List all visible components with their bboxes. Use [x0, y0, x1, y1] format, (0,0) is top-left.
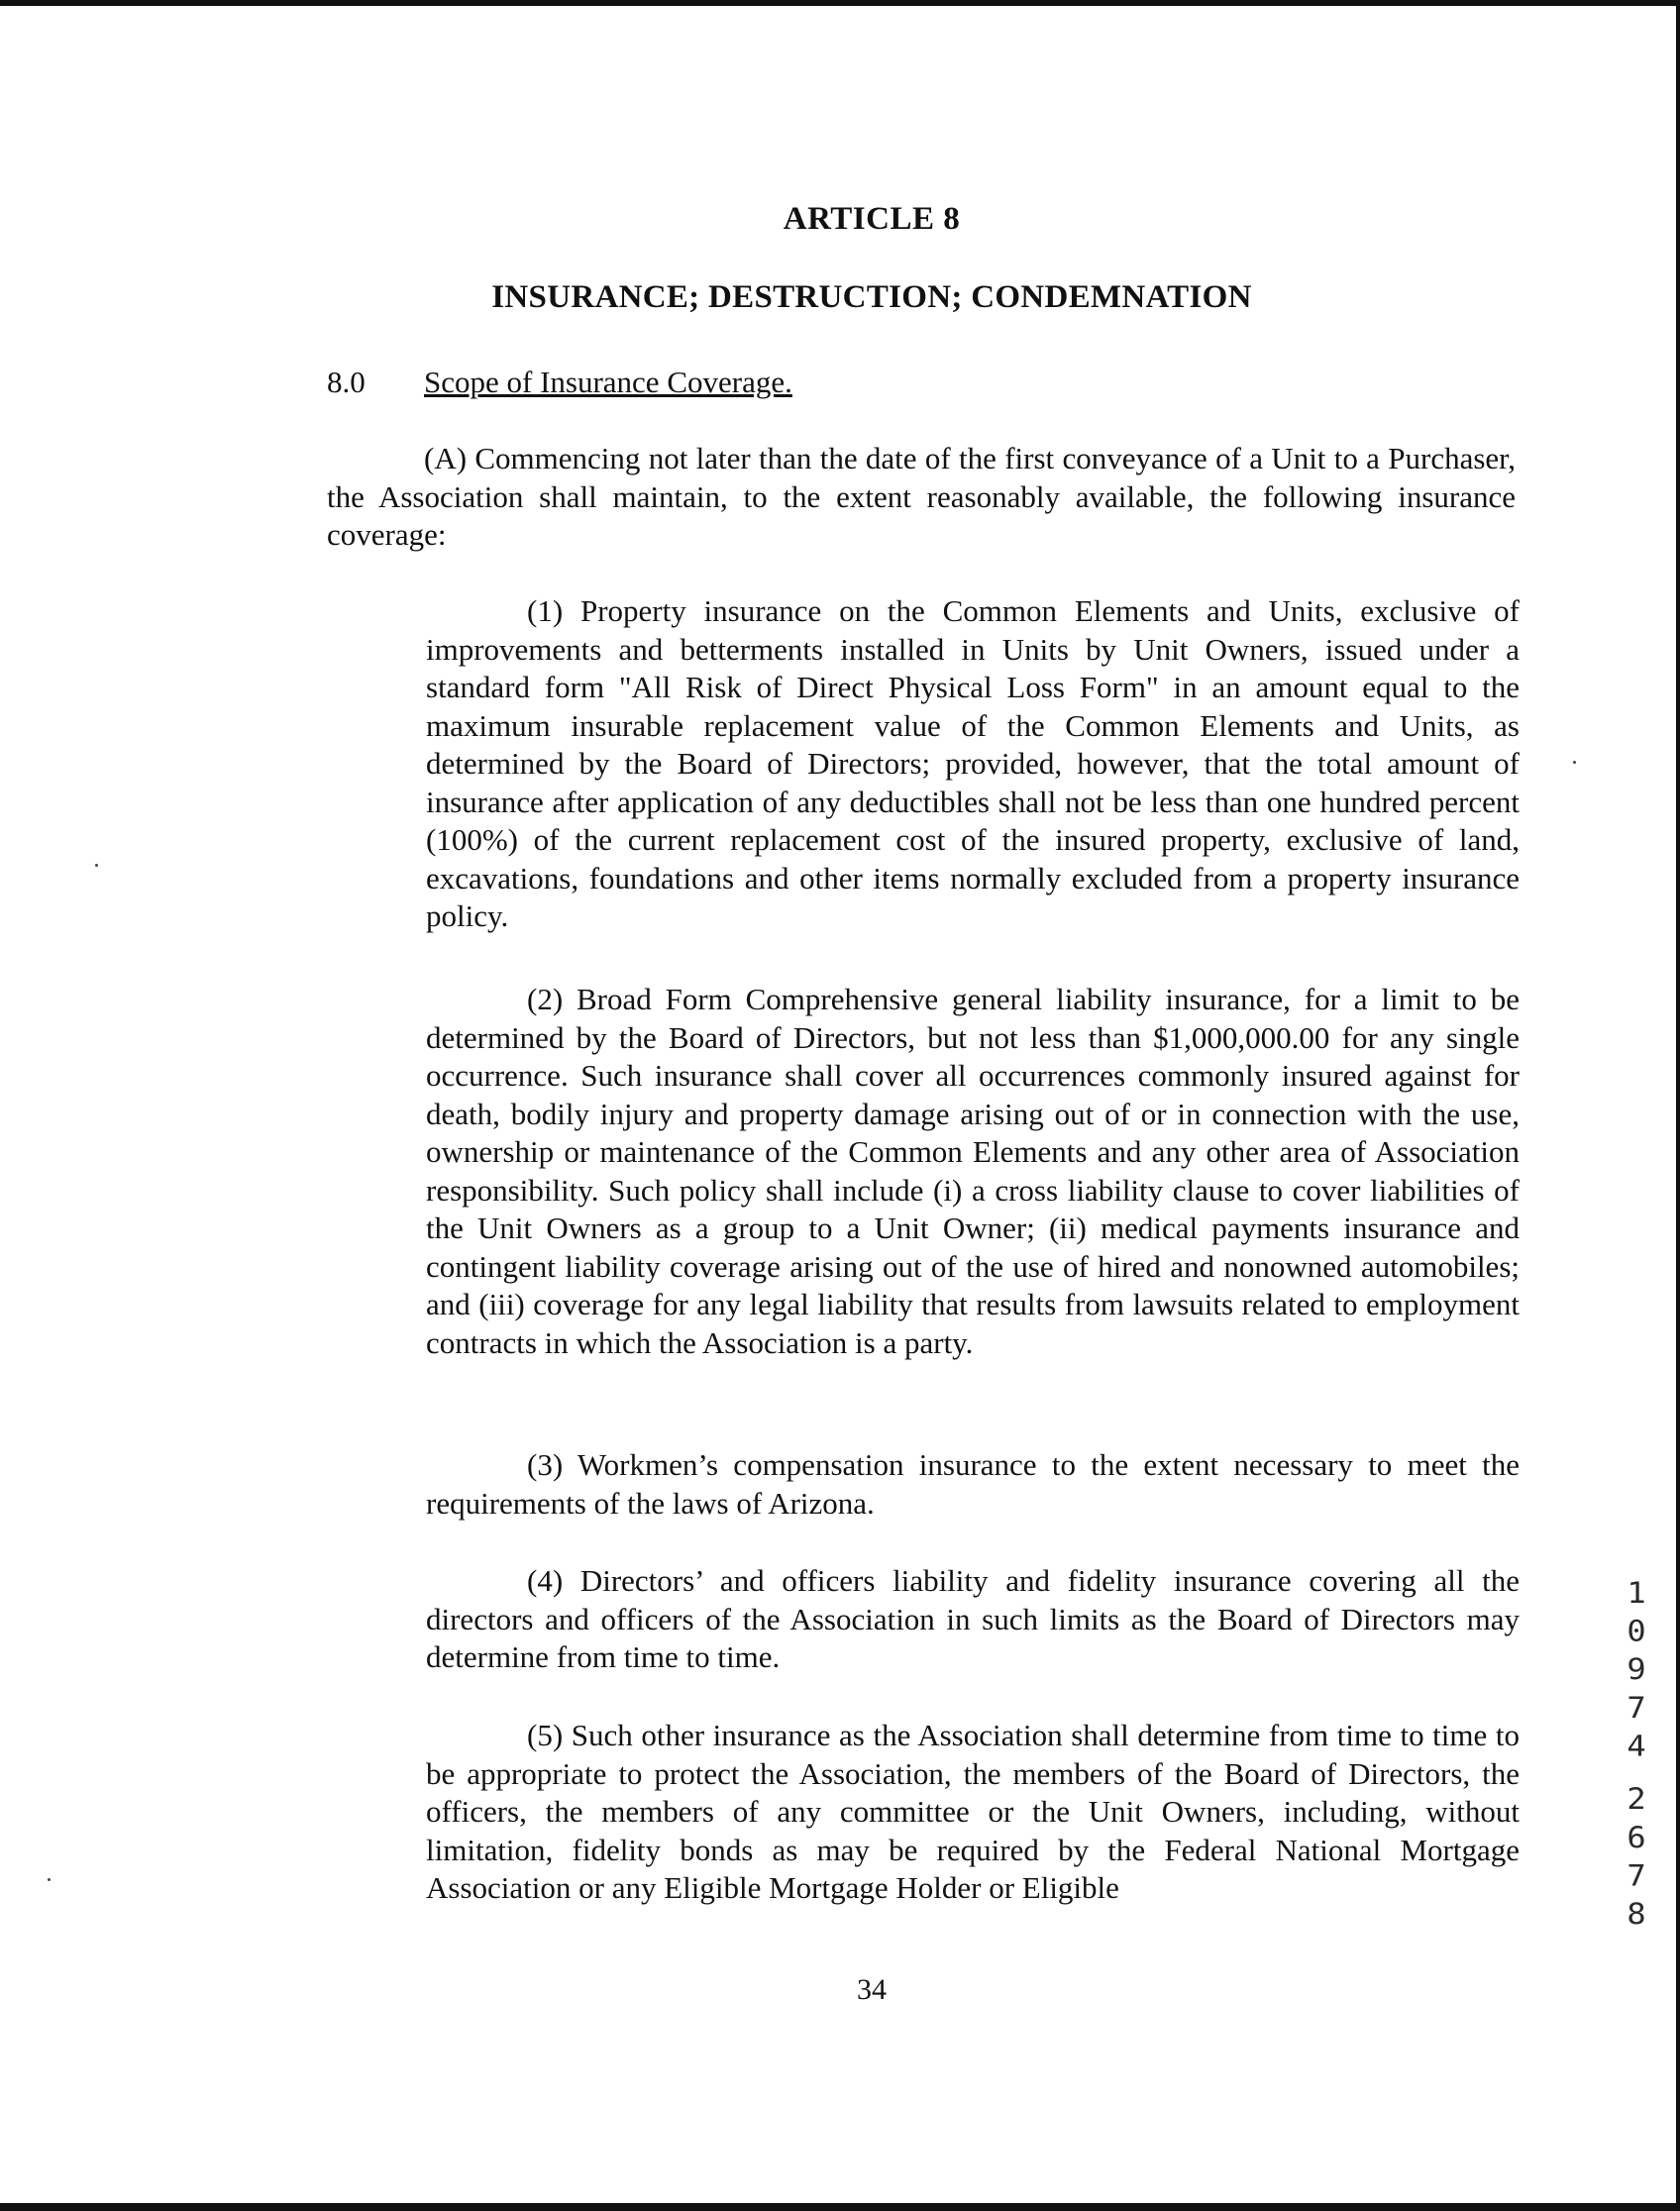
- article-title: ARTICLE 8: [783, 201, 961, 237]
- coverage-item-2: (2) Broad Form Comprehensive general liability insurance, for a limit to be determined by the Board of Directors, but not less than $1,000,000.00 for any single occurrence. Such insurance shall cover all occurrences commonly insured against for death, bodily injury and property damage arising out of or in connection with the use, ownership or maintenance of the Common Elements and any other area of Association responsibility. Such policy shall include (i) a cross liability clause to cover liabilities of the Unit Owners as a group to a Unit Owner; (ii) medical payments insurance and contingent liability coverage arising out of the use of hired and nonowned automobiles; and (iii) coverage for any legal liability that results from lawsuits related to employment contracts in which the Association is a party.: [426, 982, 1520, 1360]
- coverage-item-1: (1) Property insurance on the Common Elements and Units, exclusive of improvements and betterments installed in Units by Unit Owners, issued under a standard form "All Risk of Direct Physical Loss Form" in an amount equal to the maximum insurable replacement value of the Common Elements and Units, as determined by the Board of Directors; provided, however, that the total amount of insurance after application of any deductibles shall not be less than one hundred percent (100%) of the current replacement cost of the insured property, exclusive of land, excavations, foundations and other items normally excluded from a property insurance policy.: [426, 593, 1520, 933]
- article-subtitle: INSURANCE; DESTRUCTION; CONDEMNATION: [491, 279, 1252, 315]
- stamp-digit: 0: [1627, 1613, 1646, 1648]
- stamp-digit: 8: [1627, 1896, 1646, 1932]
- scan-speck: [95, 864, 98, 867]
- stamp-digit: 2: [1627, 1781, 1646, 1817]
- stamp-digit: 6: [1627, 1820, 1646, 1855]
- paragraph-a: (A) Commencing not later than the date of the first conveyance of a Unit to a Purchaser, the Association shall maintain, to the extent reasonably available, the following insurance coverage:: [327, 441, 1516, 552]
- scan-speck: [1573, 761, 1576, 764]
- stamp-digit: 4: [1627, 1728, 1646, 1763]
- stamp-digit: 1: [1627, 1575, 1646, 1611]
- stamp-digit: 9: [1627, 1651, 1646, 1687]
- coverage-item-5: (5) Such other insurance as the Association shall determine from time to time to be appropriate to protect the Association, the members of the Board of Directors, the officers, the members of any committee or the Unit Owners, including, without limitation, fidelity bonds as may be required by the Federal National Mortgage Association or any Eligible Mortgage Holder or Eligible: [426, 1718, 1520, 1905]
- recording-stamp-part-2: [1621, 1780, 1652, 1934]
- coverage-item-4: (4) Directors’ and officers liability and fidelity insurance covering all the directors and officers of the Association in such limits as the Board of Directors may determine from time to time.: [426, 1563, 1520, 1674]
- section-title: Scope of Insurance Coverage.: [424, 365, 792, 399]
- stamp-digit: 7: [1627, 1690, 1646, 1726]
- section-number: 8.0: [327, 365, 366, 399]
- recording-stamp-part-1: [1621, 1573, 1652, 1764]
- page-number: 34: [857, 1973, 887, 2006]
- section-heading: [327, 365, 792, 400]
- coverage-item-3: (3) Workmen’s compensation insurance to the extent necessary to meet the requirements of the laws of Arizona.: [426, 1447, 1520, 1521]
- scan-speck: [48, 1878, 51, 1881]
- stamp-digit: 7: [1627, 1857, 1646, 1893]
